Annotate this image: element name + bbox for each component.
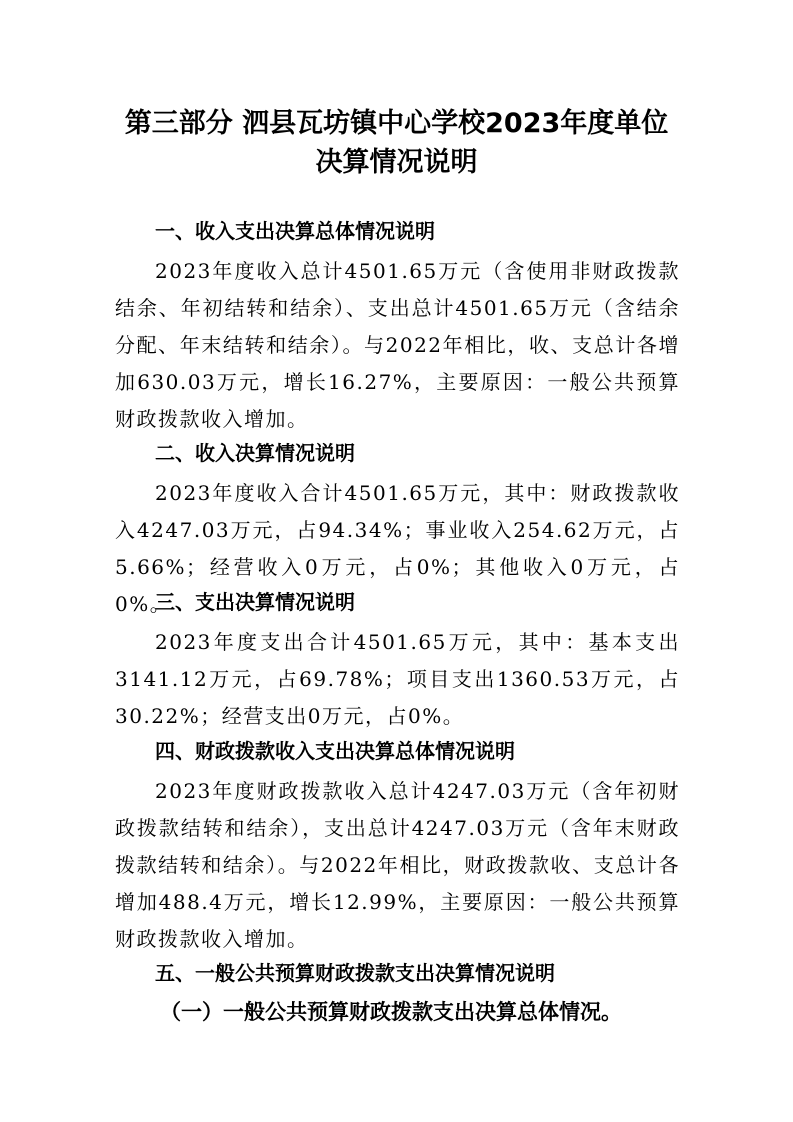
document-title-line-1: 第三部分 泗县瓦坊镇中心学校2023年度单位 — [124, 108, 669, 139]
section-heading-5: 五、一般公共预算财政拨款支出决算情况说明 — [155, 961, 555, 985]
section-heading-1: 一、收入支出决算总体情况说明 — [155, 219, 435, 243]
document-title-line-2: 决算情况说明 — [315, 147, 478, 178]
section-heading-2: 二、收入决算情况说明 — [155, 441, 355, 465]
section-heading-3: 三、支出决算情况说明 — [155, 590, 355, 614]
subsection-heading: （一）一般公共预算财政拨款支出决算总体情况。 — [160, 999, 622, 1024]
section-paragraph-4: 2023年度财政拨款收入总计4247.03万元（含年初财政拨款结转和结余），支出总计4247.03万元（含年末财政拨款结转和结余）。与2022年相比，财政拨款收、支总计各增加488.4万元，增长12.99%，主要原因：一般公共预算财政拨款收入增加。 — [115, 779, 680, 951]
section-paragraph-3: 2023年度支出合计4501.65万元，其中：基本支出3141.12万元，占69.78%；项目支出1360.53万元，占30.22%；经营支出0万元，占0%。 — [115, 630, 680, 728]
section-heading-4: 四、财政拨款收入支出决算总体情况说明 — [155, 739, 515, 763]
section-paragraph-1: 2023年度收入总计4501.65万元（含使用非财政拨款结余、年初结转和结余）、支出总计4501.65万元（含结余分配、年末结转和结余）。与2022年相比，收、支总计各增加630.03万元，增长16.27%，主要原因：一般公共预算财政拨款收入增加。 — [115, 259, 680, 431]
section-paragraph-2: 2023年度收入合计4501.65万元，其中：财政拨款收入4247.03万元，占94.34%；事业收入254.62万元，占5.66%；经营收入0万元，占0%；其他收入0万元，占0%。 — [115, 481, 680, 616]
